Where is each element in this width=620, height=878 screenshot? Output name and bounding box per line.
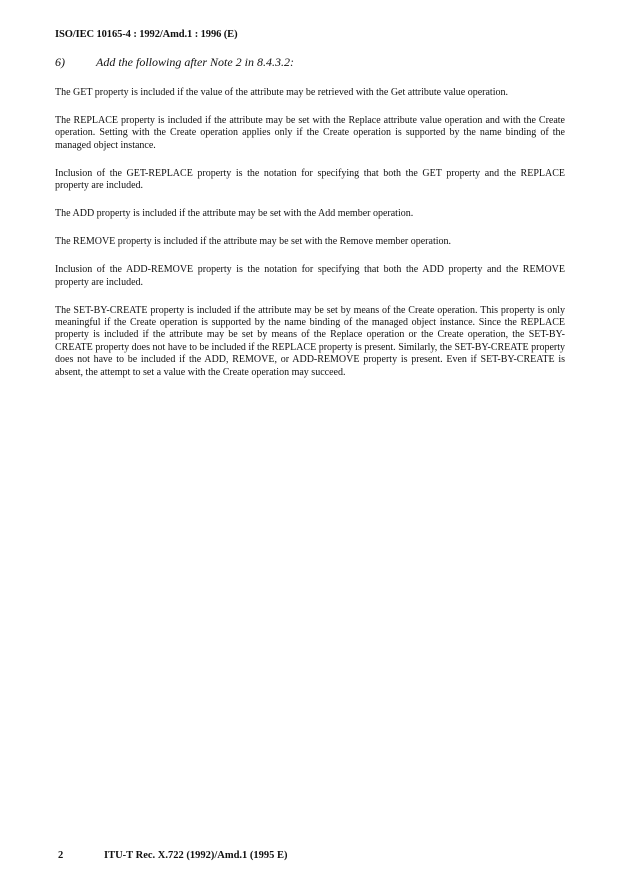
paragraph-get-property: The GET property is included if the value of the attribute may be retrieved with the Get attribute value operation. xyxy=(55,87,508,98)
page-number: 2 xyxy=(58,850,64,861)
paragraph-replace-property: The REPLACE property is included if the attribute may be set with the Replace attribute value operation and with the Create operation. Setting with the Create operation applies only if the Create operation is supported by the name binding of the managed object instance. xyxy=(55,115,565,151)
instruction-number: 6) xyxy=(55,55,65,69)
paragraph-get-replace-property: Inclusion of the GET-REPLACE property is the notation for specifying that both the GET property and the REPLACE property are included. xyxy=(55,167,565,192)
paragraph-add-remove-property: Inclusion of the ADD-REMOVE property is the notation for specifying that both the ADD property and the REMOVE property are included. xyxy=(55,264,565,288)
paragraph-remove-property: The REMOVE property is included if the attribute may be set with the Remove member operation. xyxy=(55,236,452,248)
page-footer xyxy=(58,850,288,861)
body-text xyxy=(55,87,565,395)
instruction-text: Add the following after Note 2 in 8.4.3.2: xyxy=(96,55,294,69)
footer-reference: ITU-T Rec. X.722 (1992)/Amd.1 (1995 E) xyxy=(104,850,288,861)
paragraph-set-by-create-property: The SET-BY-CREATE property is included if the attribute may be set by means of the Create operation. This property is only meaningful if the Create operation is supported by the name binding of the managed object instance. Since the REPLACE property is included if the attribute may be set by means of the Replace operation or the Create operation, the SET-BY-CREATE property does not have to be included if the REPLACE property is present. Similarly, the SET-BY-CREATE property does not have to be included if the ADD, REMOVE, or ADD-REMOVE property is present. Even if SET-BY-CREATE is absent, the attempt to set a value with the Create operation may succeed. xyxy=(55,304,565,378)
amendment-instruction xyxy=(55,55,294,70)
paragraph-add-property: The ADD property is included if the attribute may be set with the Add member operation. xyxy=(55,208,414,220)
page-header: ISO/IEC 10165-4 : 1992/Amd.1 : 1996 (E) xyxy=(55,29,238,40)
